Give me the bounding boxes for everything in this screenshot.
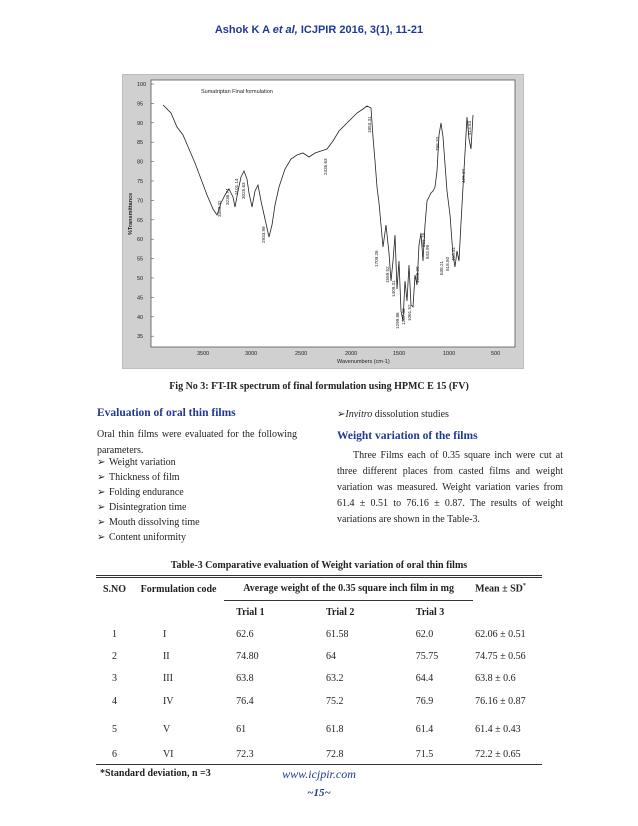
table-cell: 62.6 [236,629,254,640]
arrow-bullet-icon: ➢ [97,502,106,513]
x-axis-label: Wavenumbers (cm-1) [337,359,390,365]
x-tick-label: 1500 [393,351,406,357]
table-cell: 61.4 ± 0.43 [475,723,521,735]
header-authors: Ashok K A [214,24,273,36]
arrow-bullet-icon: ➢ [97,487,106,498]
table-cell: 3 [111,672,117,684]
peak-label: 638.21 [439,260,444,275]
peak-label: 1207.33 [401,308,406,325]
weight-table [96,575,542,779]
table-cell: VI [162,748,174,760]
peak-label: 843.99 [425,244,430,259]
header-journal: ICJPIR 2016, 3(1), 11-21 [297,24,424,36]
arrow-bullet-icon: ➢ [97,457,106,468]
table-row [96,689,542,714]
table-cell: 4 [111,696,117,707]
table-row [96,645,542,667]
peak-label: 1061.52 [407,304,412,321]
list-item: ➢ Disintegration time [97,502,187,513]
weight-variation-heading: Weight variation of the films [337,430,478,442]
evaluation-heading: Evaluation of oral thin films [97,407,236,419]
evaluation-list [97,455,297,545]
table-cell: 76.16 ± 0.87 [475,696,526,707]
spectrum-inner-title: Sumatriptan Final formulation [201,89,273,95]
peak-label: 1853.31 [367,116,372,133]
y-tick-label: 90 [137,120,144,127]
table-cell: III [162,672,173,684]
header-trial-2: Trial 2 [314,600,404,624]
x-tick-label: 2500 [295,351,308,357]
list-item: ➢ Weight variation [97,457,176,468]
table-cell: 5 [111,723,117,735]
footer-url[interactable]: www.icjpir.com [282,767,356,781]
peak-label: 1008.29 [415,266,420,283]
table-cell: 63.8 [236,672,254,684]
y-tick-label: 75 [137,179,144,185]
table-cell: 63.8 ± 0.6 [475,672,516,684]
y-tick-label: 60 [137,237,144,244]
peak-label: 455.31 [451,246,456,261]
table-cell: 75.2 [325,696,344,707]
weight-variation-paragraph: Three Films each of 0.35 square inch were cut at three different places from casted films and weight variation was measured. Weight variation varies from 61.4 ± 0.51 to 76.16 ± 0.87. The results of weight variations are shown in the Table-3. [337,450,563,525]
plot-frame [151,80,515,347]
y-tick-label: 40 [137,314,144,321]
table-row [96,667,542,689]
list-item: ➢ Content uniformity [97,532,186,543]
table-cell: 64.4 [415,672,434,684]
x-tick-label: 3500 [197,351,210,357]
table-cell: 75.75 [415,650,439,662]
ftir-figure [122,74,524,369]
peak-label: 1409.31 [391,280,396,297]
table-cell: 76.9 [415,696,434,707]
header-trial-1: Trial 1 [224,600,314,624]
table-cell: 1 [111,629,117,640]
y-tick-label: 50 [137,276,144,282]
table-cell: 6 [111,748,117,760]
peak-label: 1559.52 [385,266,390,283]
table-cell: 61.4 [415,723,434,735]
y-tick-label: 55 [137,256,144,263]
y-axis-label: %Transmittance [128,192,134,235]
table-cell: 72.8 [325,748,344,760]
y-tick-label: 45 [137,295,144,302]
peak-label: 3236.74 [225,188,230,205]
x-tick-label: 3000 [245,351,258,357]
evaluation-intro: Oral thin films were evaluated for the following parameters. [97,429,297,456]
arrow-bullet-icon: ➢ [97,472,106,483]
peak-label: 518.50 [445,256,450,271]
table-row [96,624,542,645]
table-cell: IV [162,696,174,707]
list-item-invitro: ➢Invitro dissolution studies [337,409,449,420]
table-cell: II [162,650,170,662]
peak-label: 2933.99 [261,226,266,243]
header-mean: Mean ± SD* [475,583,526,595]
ftir-spectrum-svg [123,75,523,368]
table-cell: 62.0 [415,629,434,640]
arrow-bullet-icon: ➢ [97,517,106,528]
x-tick-label: 500 [491,351,501,357]
peak-label: 3101.14 [234,178,239,195]
header-etal: et al, [272,24,298,36]
figure-caption: Fig No 3: FT-IR spectrum of final formulation using HPMC E 15 (FV) [169,381,469,392]
list-item: ➢ Thickness of film [97,472,180,483]
table-cell: 76.4 [236,696,254,707]
y-tick-label: 80 [137,159,144,166]
x-tick-label: 2000 [345,351,358,357]
table-cell: 61.8 [325,723,344,735]
peak-label: 3350.32 [217,200,222,217]
table-cell: 72.3 [236,748,254,760]
table-cell: 74.75 ± 0.56 [475,650,526,662]
peak-label: 1299.86 [395,312,400,329]
table-title: Table-3 Comparative evaluation of Weight variation of oral thin films [170,560,468,571]
table-footnote: *Standard deviation, n =3 [100,768,211,779]
running-header [0,24,638,36]
table-cell: 72.2 ± 0.65 [475,748,521,760]
peak-label: 798.20 [435,136,440,151]
table-cell: 61.58 [325,629,349,640]
header-sno: S.NO [102,583,126,595]
peak-label: 2435.63 [323,158,328,175]
table-cell: I [162,629,167,640]
table-cell: 74.80 [236,650,259,662]
arrow-bullet-icon: ➢ [337,409,346,420]
page-number: ~15~ [307,787,331,799]
peak-label: 1709.26 [374,250,379,267]
peak-label: 3025.63 [241,182,246,199]
header-trial-3: Trial 3 [404,600,473,624]
y-tick-label: 85 [137,140,144,147]
header-code: Formulation code [140,583,217,595]
table-row [96,714,542,744]
table-cell: 61 [236,723,247,735]
y-tick-label: 65 [137,217,144,224]
peak-label: 413.83 [467,120,472,135]
arrow-bullet-icon: ➢ [97,532,106,543]
header-average: Average weight of the 0.35 square inch film in mg [243,583,455,595]
list-item: ➢ Folding endurance [97,487,184,498]
table-row [96,744,542,764]
y-tick-label: 35 [137,334,144,341]
table-cell: 63.2 [325,672,344,684]
table-cell: 71.5 [415,748,434,760]
table-cell: V [162,723,171,735]
peak-label: 865.16 [421,232,426,247]
y-tick-label: 100 [137,82,147,88]
table-cell: 64 [325,650,336,662]
x-tick-label: 1000 [443,351,456,357]
list-item: ➢ Mouth dissolving time [97,517,200,528]
peak-label: 426.34 [461,168,466,183]
table-cell: 62.06 ± 0.51 [475,629,526,640]
table-cell: 2 [111,650,117,662]
y-tick-label: 70 [137,198,144,205]
y-tick-label: 95 [137,101,144,108]
